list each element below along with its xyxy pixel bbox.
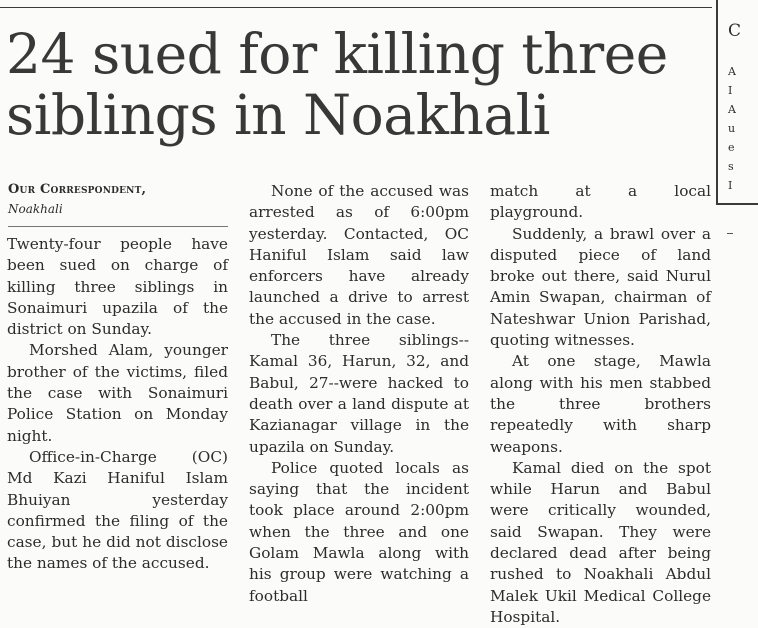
byline: Our Correspondent,: [8, 182, 147, 197]
adjacent-article-text: C: [728, 21, 742, 41]
headline-line: 24 sued for killing three: [6, 22, 668, 86]
dateline: Noakhali: [8, 202, 63, 216]
paragraph: The three siblings--Kamal 36, Harun, 32, and Babul, 27--were hacked to death over a land dispute at Kazianagar village in the upazila on Sunday.: [249, 331, 469, 456]
paragraph: Office-in-Charge (OC) Md Kazi Haniful Islam Bhuiyan yesterday confirmed the filing of the case, but he did not disclose the names of the accused.: [7, 447, 228, 573]
adjacent-article-text: u: [728, 122, 736, 135]
paragraph: Police quoted locals as saying that the incident took place around 2:00pm when the three and one Golam Mawla along with his group were watching a football: [249, 458, 469, 605]
adjacent-article-text: A: [728, 65, 736, 78]
adjacent-article-text: s: [728, 160, 734, 173]
paragraph: Suddenly, a brawl over a disputed piece of land broke out there, said Nurul Amin Swapan, chairman of Nateshwar Union Parishad, quoting witnesses.: [490, 224, 711, 350]
paragraph: Kamal died on the spot while Harun and Babul were critically wounded, said Swapan. They were declared dead after being rushed to Noakhali Abdul Malek Ukil Medical College Hospital.: [490, 458, 711, 626]
article-column-2: [249, 181, 469, 607]
headline: [6, 24, 711, 146]
top-rule: [0, 7, 712, 8]
adjacent-article-text: A: [728, 103, 736, 116]
article-column-1: [7, 234, 228, 575]
adjacent-article-text: I: [728, 84, 733, 97]
byline-rule: [8, 226, 228, 227]
adjacent-article-rule: [727, 233, 733, 234]
paragraph: None of the accused was arrested as of 6:00pm yesterday. Contacted, OC Haniful Islam said law enforcers have already launched a drive to arrest the accused in the case.: [249, 182, 469, 328]
paragraph: Morshed Alam, younger brother of the victims, filed the case with Sonaimuri Police Station on Monday night.: [7, 341, 228, 445]
adjacent-article-text: I: [728, 179, 733, 192]
paragraph: At one stage, Mawla along with his men stabbed the three brothers repeatedly with sharp weapons.: [490, 352, 711, 456]
article-column-3: [490, 181, 711, 628]
paragraph: Twenty-four people have been sued on charge of killing three siblings in Sonaimuri upazila of the district on Sunday.: [7, 235, 228, 339]
paragraph: match at a local playground.: [490, 182, 711, 222]
headline-line: siblings in Noakhali: [6, 83, 550, 147]
adjacent-article-text: e: [728, 141, 735, 154]
